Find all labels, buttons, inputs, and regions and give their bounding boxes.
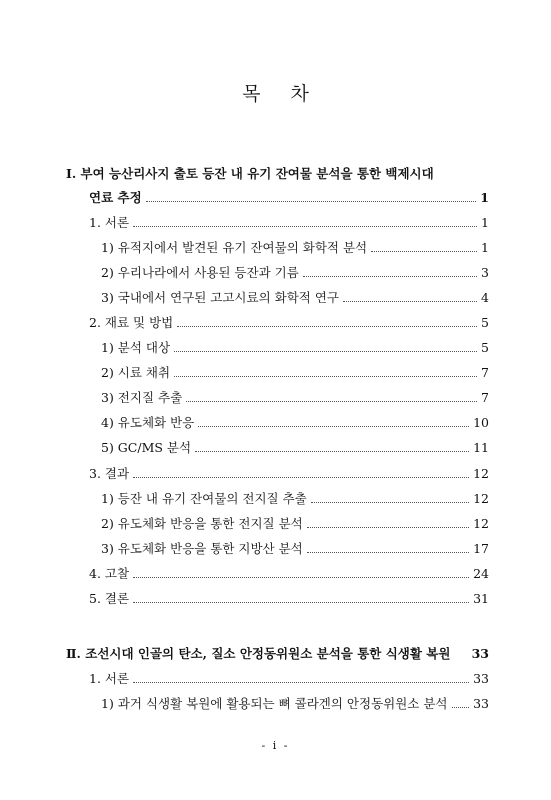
toc-chapter-1-page: 1 [480,190,489,205]
toc-chapter-2-title: Ⅱ. 조선시대 인골의 탄소, 질소 안정동위원소 분석을 통한 식생활 복원 [66,646,451,661]
toc-entry-page: 5 [481,315,489,330]
toc-entry-label: 1. 서론 [89,671,130,686]
dot-leader [174,375,477,377]
page-title: 목 차 [242,83,321,105]
dot-leader [303,275,477,277]
toc-entry[interactable] [101,516,489,532]
toc-entry[interactable] [101,290,489,306]
toc-entry-page: 31 [473,591,489,606]
toc-entry[interactable] [89,591,489,607]
toc-entry-label: 1) 분석 대상 [101,340,171,355]
toc-entry-page: 17 [473,541,489,556]
toc-chapter-1-title-line1: Ⅰ. 부여 능산리사지 출토 등잔 내 유기 잔여물 분석을 통한 백제시대 [66,166,434,181]
toc-chapter-2-heading[interactable] [66,646,489,662]
dot-leader [133,681,469,683]
toc-entry-page: 3 [481,265,489,280]
toc-entry[interactable] [101,240,489,256]
dot-leader [186,400,477,402]
toc-entry-page: 5 [481,340,489,355]
dot-leader [133,476,469,478]
toc-chapter-1-title-line2: 연료 추정 [89,190,142,205]
toc-entry-label: 3) 유도체화 반응을 통한 지방산 분석 [101,541,303,556]
toc-entry-label: 2) 유도체화 반응을 통한 전지질 분석 [101,516,303,531]
toc-entry-label: 3) 국내에서 연구된 고고시료의 화학적 연구 [101,290,339,305]
dot-leader [307,526,469,528]
toc-entry-page: 33 [473,696,489,711]
dot-leader [174,350,477,352]
dot-leader [146,200,477,202]
toc-entry-label: 2. 재료 및 방법 [89,315,174,330]
toc-entry-page: 24 [473,566,489,581]
dot-leader [133,601,469,603]
toc-entry[interactable] [89,566,489,582]
dot-leader [133,225,477,227]
toc-entry-page: 33 [473,671,489,686]
toc-entry[interactable] [101,440,489,456]
toc-entry-page: 11 [473,440,489,455]
toc-entry-page: 7 [481,390,489,405]
toc-entry[interactable] [101,265,489,281]
toc-entry-label: 5) GC/MS 분석 [101,440,192,455]
toc-entry-page: 10 [473,415,489,430]
toc-entry-label: 3. 결과 [89,466,130,481]
toc-chapter-1-heading[interactable] [66,166,489,182]
toc-chapter-1-heading-cont[interactable] [89,190,489,206]
dot-leader [198,425,469,427]
toc-entry[interactable] [101,390,489,406]
toc-chapter-2-page: 33 [471,646,489,661]
toc-entry[interactable] [101,415,489,431]
toc-entry-label: 1) 등잔 내 유기 잔여물의 전지질 추출 [101,491,307,506]
toc-entry-label: 1. 서론 [89,215,130,230]
toc-entry[interactable] [89,315,489,331]
toc-entry[interactable] [101,340,489,356]
toc-entry-label: 4. 고찰 [89,566,130,581]
toc-entry-page: 7 [481,365,489,380]
toc-entry[interactable] [89,215,489,231]
toc-entry-page: 12 [473,516,489,531]
toc-entry-label: 2) 시료 채취 [101,365,171,380]
toc-entry[interactable] [101,696,489,712]
dot-leader [371,250,477,252]
toc-entry-page: 4 [481,290,489,305]
toc-entry[interactable] [101,365,489,381]
dot-leader [177,325,477,327]
toc-entry-label: 2) 우리나라에서 사용된 등잔과 기름 [101,265,299,280]
dot-leader [133,576,469,578]
toc-entry-label: 1) 유적지에서 발견된 유기 잔여물의 화학적 분석 [101,240,368,255]
page-number-footer: - i - [261,739,290,752]
dot-leader [307,551,469,553]
toc-entry-page: 12 [473,491,489,506]
dot-leader [195,450,469,452]
toc-entry-label: 4) 유도체화 반응 [101,415,195,430]
toc-entry-label: 5. 결론 [89,591,130,606]
toc-entry-page: 1 [481,215,489,230]
toc-entry[interactable] [89,671,489,687]
dot-leader [452,706,470,708]
dot-leader [311,501,469,503]
toc-entry-label: 3) 전지질 추출 [101,390,183,405]
toc-entry-page: 1 [481,240,489,255]
toc-entry-label: 1) 과거 식생활 복원에 활용되는 뼈 콜라겐의 안정동위원소 분석 [101,696,448,711]
dot-leader [343,300,477,302]
toc-entry[interactable] [101,491,489,507]
toc-entry-page: 12 [473,466,489,481]
toc-entry[interactable] [89,466,489,482]
toc-entry[interactable] [101,541,489,557]
